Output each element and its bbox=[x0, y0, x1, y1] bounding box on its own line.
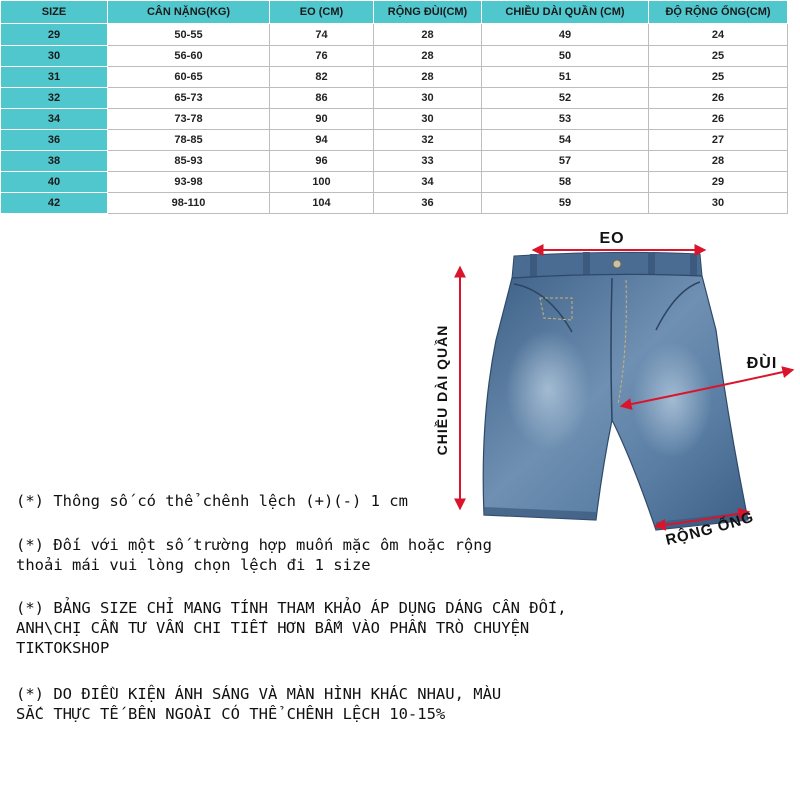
leg-opening-label-path: RỘNG ỐNG bbox=[663, 508, 757, 549]
cell-pants-length: 59 bbox=[482, 193, 649, 214]
table-row bbox=[1, 193, 788, 214]
cell-thigh-width: 30 bbox=[374, 88, 482, 109]
cell-size: 30 bbox=[1, 46, 108, 67]
cell-waist: 74 bbox=[270, 24, 374, 46]
cell-leg-opening: 25 bbox=[649, 67, 788, 88]
table-row bbox=[1, 24, 788, 46]
cell-thigh-width: 33 bbox=[374, 151, 482, 172]
table-row bbox=[1, 46, 788, 67]
cell-pants-length: 58 bbox=[482, 172, 649, 193]
cell-weight: 93-98 bbox=[108, 172, 270, 193]
note-size-reference: (*) BẢNG SIZE CHỈ MANG TÍNH THAM KHẢO ÁP DỤNG DÁNG CÂN ĐỐI, ANH\CHỊ CẦN TƯ VẤN CHI TIẾT HƠN BẤM VÀO PHẦN TRÒ CHUYỆN TIKTOKSHOP bbox=[16, 599, 567, 657]
cell-pants-length: 52 bbox=[482, 88, 649, 109]
length-label: CHIỀU DÀI QUẦN bbox=[434, 324, 450, 456]
table-header-row bbox=[1, 1, 788, 24]
table-row bbox=[1, 109, 788, 130]
header-leg-opening: ĐỘ RỘNG ỐNG(CM) bbox=[649, 1, 788, 24]
cell-weight: 56-60 bbox=[108, 46, 270, 67]
cell-thigh-width: 34 bbox=[374, 172, 482, 193]
cell-weight: 85-93 bbox=[108, 151, 270, 172]
cell-size: 38 bbox=[1, 151, 108, 172]
note-tolerance: (*) Thông số có thể chênh lệch (+)(-) 1 cm bbox=[16, 492, 408, 510]
cell-thigh-width: 32 bbox=[374, 130, 482, 151]
cell-thigh-width: 36 bbox=[374, 193, 482, 214]
cell-size: 31 bbox=[1, 67, 108, 88]
header-size: SIZE bbox=[1, 1, 108, 24]
cell-pants-length: 53 bbox=[482, 109, 649, 130]
cell-leg-opening: 24 bbox=[649, 24, 788, 46]
cell-leg-opening: 26 bbox=[649, 109, 788, 130]
cell-leg-opening: 28 bbox=[649, 151, 788, 172]
thigh-label: ĐÙI bbox=[746, 355, 778, 372]
cell-weight: 73-78 bbox=[108, 109, 270, 130]
cell-thigh-width: 28 bbox=[374, 24, 482, 46]
cell-weight: 65-73 bbox=[108, 88, 270, 109]
cell-size: 40 bbox=[1, 172, 108, 193]
cell-leg-opening: 27 bbox=[649, 130, 788, 151]
cell-waist: 82 bbox=[270, 67, 374, 88]
header-waist: EO (CM) bbox=[270, 1, 374, 24]
denim-shorts-illustration bbox=[483, 252, 748, 530]
cell-leg-opening: 29 bbox=[649, 172, 788, 193]
size-chart-table bbox=[0, 0, 788, 214]
cell-pants-length: 50 bbox=[482, 46, 649, 67]
cell-waist: 100 bbox=[270, 172, 374, 193]
cell-weight: 78-85 bbox=[108, 130, 270, 151]
cell-weight: 98-110 bbox=[108, 193, 270, 214]
table-row bbox=[1, 88, 788, 109]
table-row bbox=[1, 67, 788, 88]
cell-thigh-width: 28 bbox=[374, 46, 482, 67]
cell-pants-length: 49 bbox=[482, 24, 649, 46]
cell-size: 42 bbox=[1, 193, 108, 214]
table-row bbox=[1, 151, 788, 172]
cell-size: 29 bbox=[1, 24, 108, 46]
cell-leg-opening: 26 bbox=[649, 88, 788, 109]
header-weight: CÂN NẶNG(KG) bbox=[108, 1, 270, 24]
cell-size: 32 bbox=[1, 88, 108, 109]
note-color-difference: (*) DO ĐIỀU KIỆN ÁNH SÁNG VÀ MÀN HÌNH KHÁC NHAU, MÀU SẮC THỰC TẾ BÊN NGOÀI CÓ THỂ CHÊNH LỆCH 10-15% bbox=[16, 685, 502, 723]
cell-waist: 94 bbox=[270, 130, 374, 151]
cell-waist: 90 bbox=[270, 109, 374, 130]
cell-weight: 50-55 bbox=[108, 24, 270, 46]
cell-thigh-width: 28 bbox=[374, 67, 482, 88]
header-thigh-width: RỘNG ĐÙI(CM) bbox=[374, 1, 482, 24]
note-fit-advice: (*) Đối với một số trường hợp muốn mặc ôm hoặc rộng thoải mái vui lòng chọn lệch đi 1 size bbox=[16, 536, 492, 574]
cell-waist: 104 bbox=[270, 193, 374, 214]
cell-size: 36 bbox=[1, 130, 108, 151]
cell-waist: 86 bbox=[270, 88, 374, 109]
cell-leg-opening: 25 bbox=[649, 46, 788, 67]
cell-leg-opening: 30 bbox=[649, 193, 788, 214]
table-row bbox=[1, 130, 788, 151]
table-row bbox=[1, 172, 788, 193]
waist-label: EO bbox=[599, 230, 625, 247]
cell-pants-length: 57 bbox=[482, 151, 649, 172]
cell-pants-length: 54 bbox=[482, 130, 649, 151]
cell-thigh-width: 30 bbox=[374, 109, 482, 130]
cell-size: 34 bbox=[1, 109, 108, 130]
cell-pants-length: 51 bbox=[482, 67, 649, 88]
header-pants-length: CHIỀU DÀI QUẦN (CM) bbox=[482, 1, 649, 24]
cell-weight: 60-65 bbox=[108, 67, 270, 88]
cell-waist: 76 bbox=[270, 46, 374, 67]
cell-waist: 96 bbox=[270, 151, 374, 172]
